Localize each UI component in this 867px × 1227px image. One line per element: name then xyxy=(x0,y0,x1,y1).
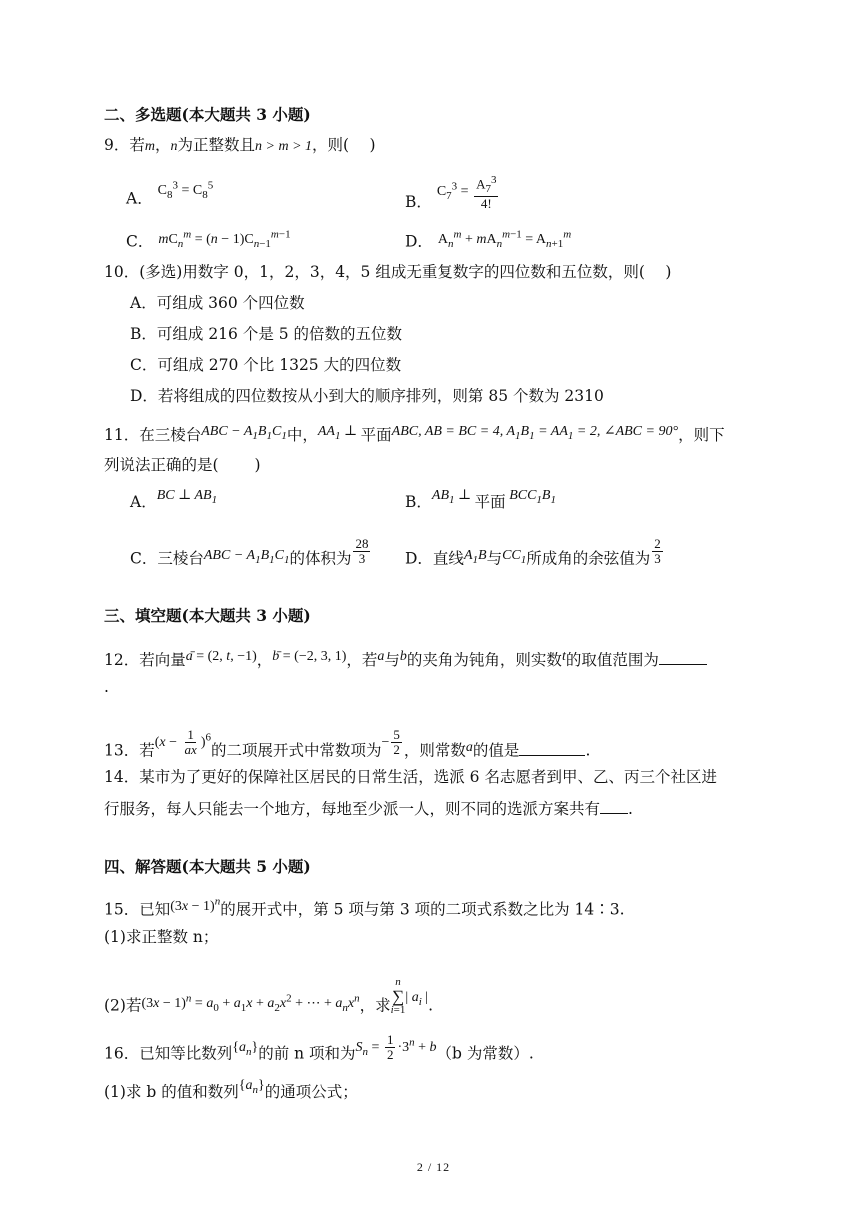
question-11-option-c: C．三棱台ABC − $A_1B_1C_1$的体积为 $\frac{28}{3}$ xyxy=(130,536,369,568)
question-10-option-b: B．可组成 216 个是 5 的倍数的五位数 xyxy=(130,325,403,343)
formula-option-c: $mC_n^m = (n - 1)C_{n-1}^{m-1}$ xyxy=(158,228,291,250)
formula-option-b: $C_7^3$ = $\frac{A_7^3}{4!}$ xyxy=(436,174,497,211)
answer-blank[interactable] xyxy=(659,650,707,665)
question-13-stem: 13．若(x − $\frac{1}{ax}$ )$^6$的二项展开式中常数项为− $\frac{5}{2}$ ，则常数a的值是 . xyxy=(104,726,591,760)
question-9-option-a: A． $C_8^3 = C_8^5$ xyxy=(126,179,214,208)
question-10-stem: 10．(多选)用数字 0，1，2，3，4，5 组成无重复数字的四位数和五位数，则( ) xyxy=(104,263,672,281)
question-11-stem: 11．在三棱台ABC − $A_1B_1C_1$中，$AA_1$ ⊥ 平面ABC, AB = BC = 4, $A_1B_1 = AA_1 = 2$, ∠ABC = 90°，则下 xyxy=(104,424,725,444)
question-10-option-c: C．可组成 270 个比 1325 大的四位数 xyxy=(130,356,402,374)
question-14-line2: 行服务，每人只能去一个地方，每地至少派一人，则不同的选派方案共有 . xyxy=(104,800,633,818)
section-heading-multiple-choice: 二、多选题(本大题共 3 小题) xyxy=(104,105,311,124)
cosine-fraction: $\frac{2}{3}$ xyxy=(654,536,661,566)
section-heading-fill-in: 三、填空题(本大题共 3 小题) xyxy=(104,606,311,625)
question-9-stem: 9．若m，n为正整数且n > m > 1，则( ) xyxy=(104,136,376,154)
question-9-option-c: C． $mC_n^m = (n - 1)C_{n-1}^{m-1}$ xyxy=(126,228,291,251)
question-16-stem: 16．已知等比数列$\{a_n\}$的前 n 项和为$S_n$ = $\frac{1}{2}$ $\cdot 3^n + b(b$ 为常数）. xyxy=(104,1031,534,1063)
question-9-option-d: D． $A_n^m + mA_n^{m-1} = A_{n+1}^m$ xyxy=(405,228,572,251)
page-number: 2 / 12 xyxy=(416,1160,451,1174)
section-heading-solutions: 四、解答题(本大题共 5 小题) xyxy=(104,857,311,876)
question-11-option-d: D．直线$A_1B$与$CC_1$所成角的余弦值为 $\frac{2}{3}$ xyxy=(405,536,661,568)
binomial-expression: (x − $\frac{1}{ax}$ )$^6$ xyxy=(154,726,211,757)
formula-option-d: $A_n^m + mA_n^{m-1} = A_{n+1}^m$ xyxy=(437,228,572,250)
question-12-stem: 12．若向量ā = (2, t, −1)，b̄ = (−2, 3, 1)，若a与b的夹角为钝角，则实数t的取值范围为 xyxy=(104,650,707,672)
question-16-part-1: (1)求 b 的值和数列$\{a_n\}$的通项公式； xyxy=(104,1078,358,1101)
question-15-part-1: (1)求正整数 n； xyxy=(104,928,219,946)
question-11-stem-line2: 列说法正确的是( ) xyxy=(104,456,261,474)
question-11-option-a: A．BC ⊥ $AB_1$ xyxy=(130,488,218,511)
question-11-option-b: B．$AB_1$ ⊥ 平面 $BCC_1B_1$ xyxy=(405,488,556,511)
summation: n ∑ i=1 xyxy=(390,976,406,1016)
formula-option-a: $C_8^3 = C_8^5$ xyxy=(157,179,214,201)
question-12-tail: . xyxy=(104,678,109,696)
question-14-line1: 14．某市为了更好的保障社区居民的日常生活，选派 6 名志愿者到甲、乙、丙三个社区进 xyxy=(104,768,717,786)
question-15-stem: 15．已知$(3x - 1)^n$的展开式中，第 5 项与第 3 项的二项式系数之比为 14∶3. xyxy=(104,895,625,919)
answer-blank[interactable] xyxy=(600,799,628,814)
question-10-option-a: A．可组成 360 个四位数 xyxy=(130,294,305,312)
question-10-option-d: D．若将组成的四位数按从小到大的顺序排列，则第 85 个数为 2310 xyxy=(130,387,604,405)
answer-blank[interactable] xyxy=(519,741,585,756)
volume-fraction: $\frac{28}{3}$ xyxy=(355,536,369,566)
question-9-option-b: B． $C_7^3$ = $\frac{A_7^3}{4!}$ xyxy=(405,185,500,223)
question-15-part-2: (2)若$(3x - 1)^n = a_0 + a_1x + a_2x^2$ + ⋯ + $a_nx^n$，求 n ∑ i=1 | $a_i$ |. xyxy=(104,976,434,1016)
